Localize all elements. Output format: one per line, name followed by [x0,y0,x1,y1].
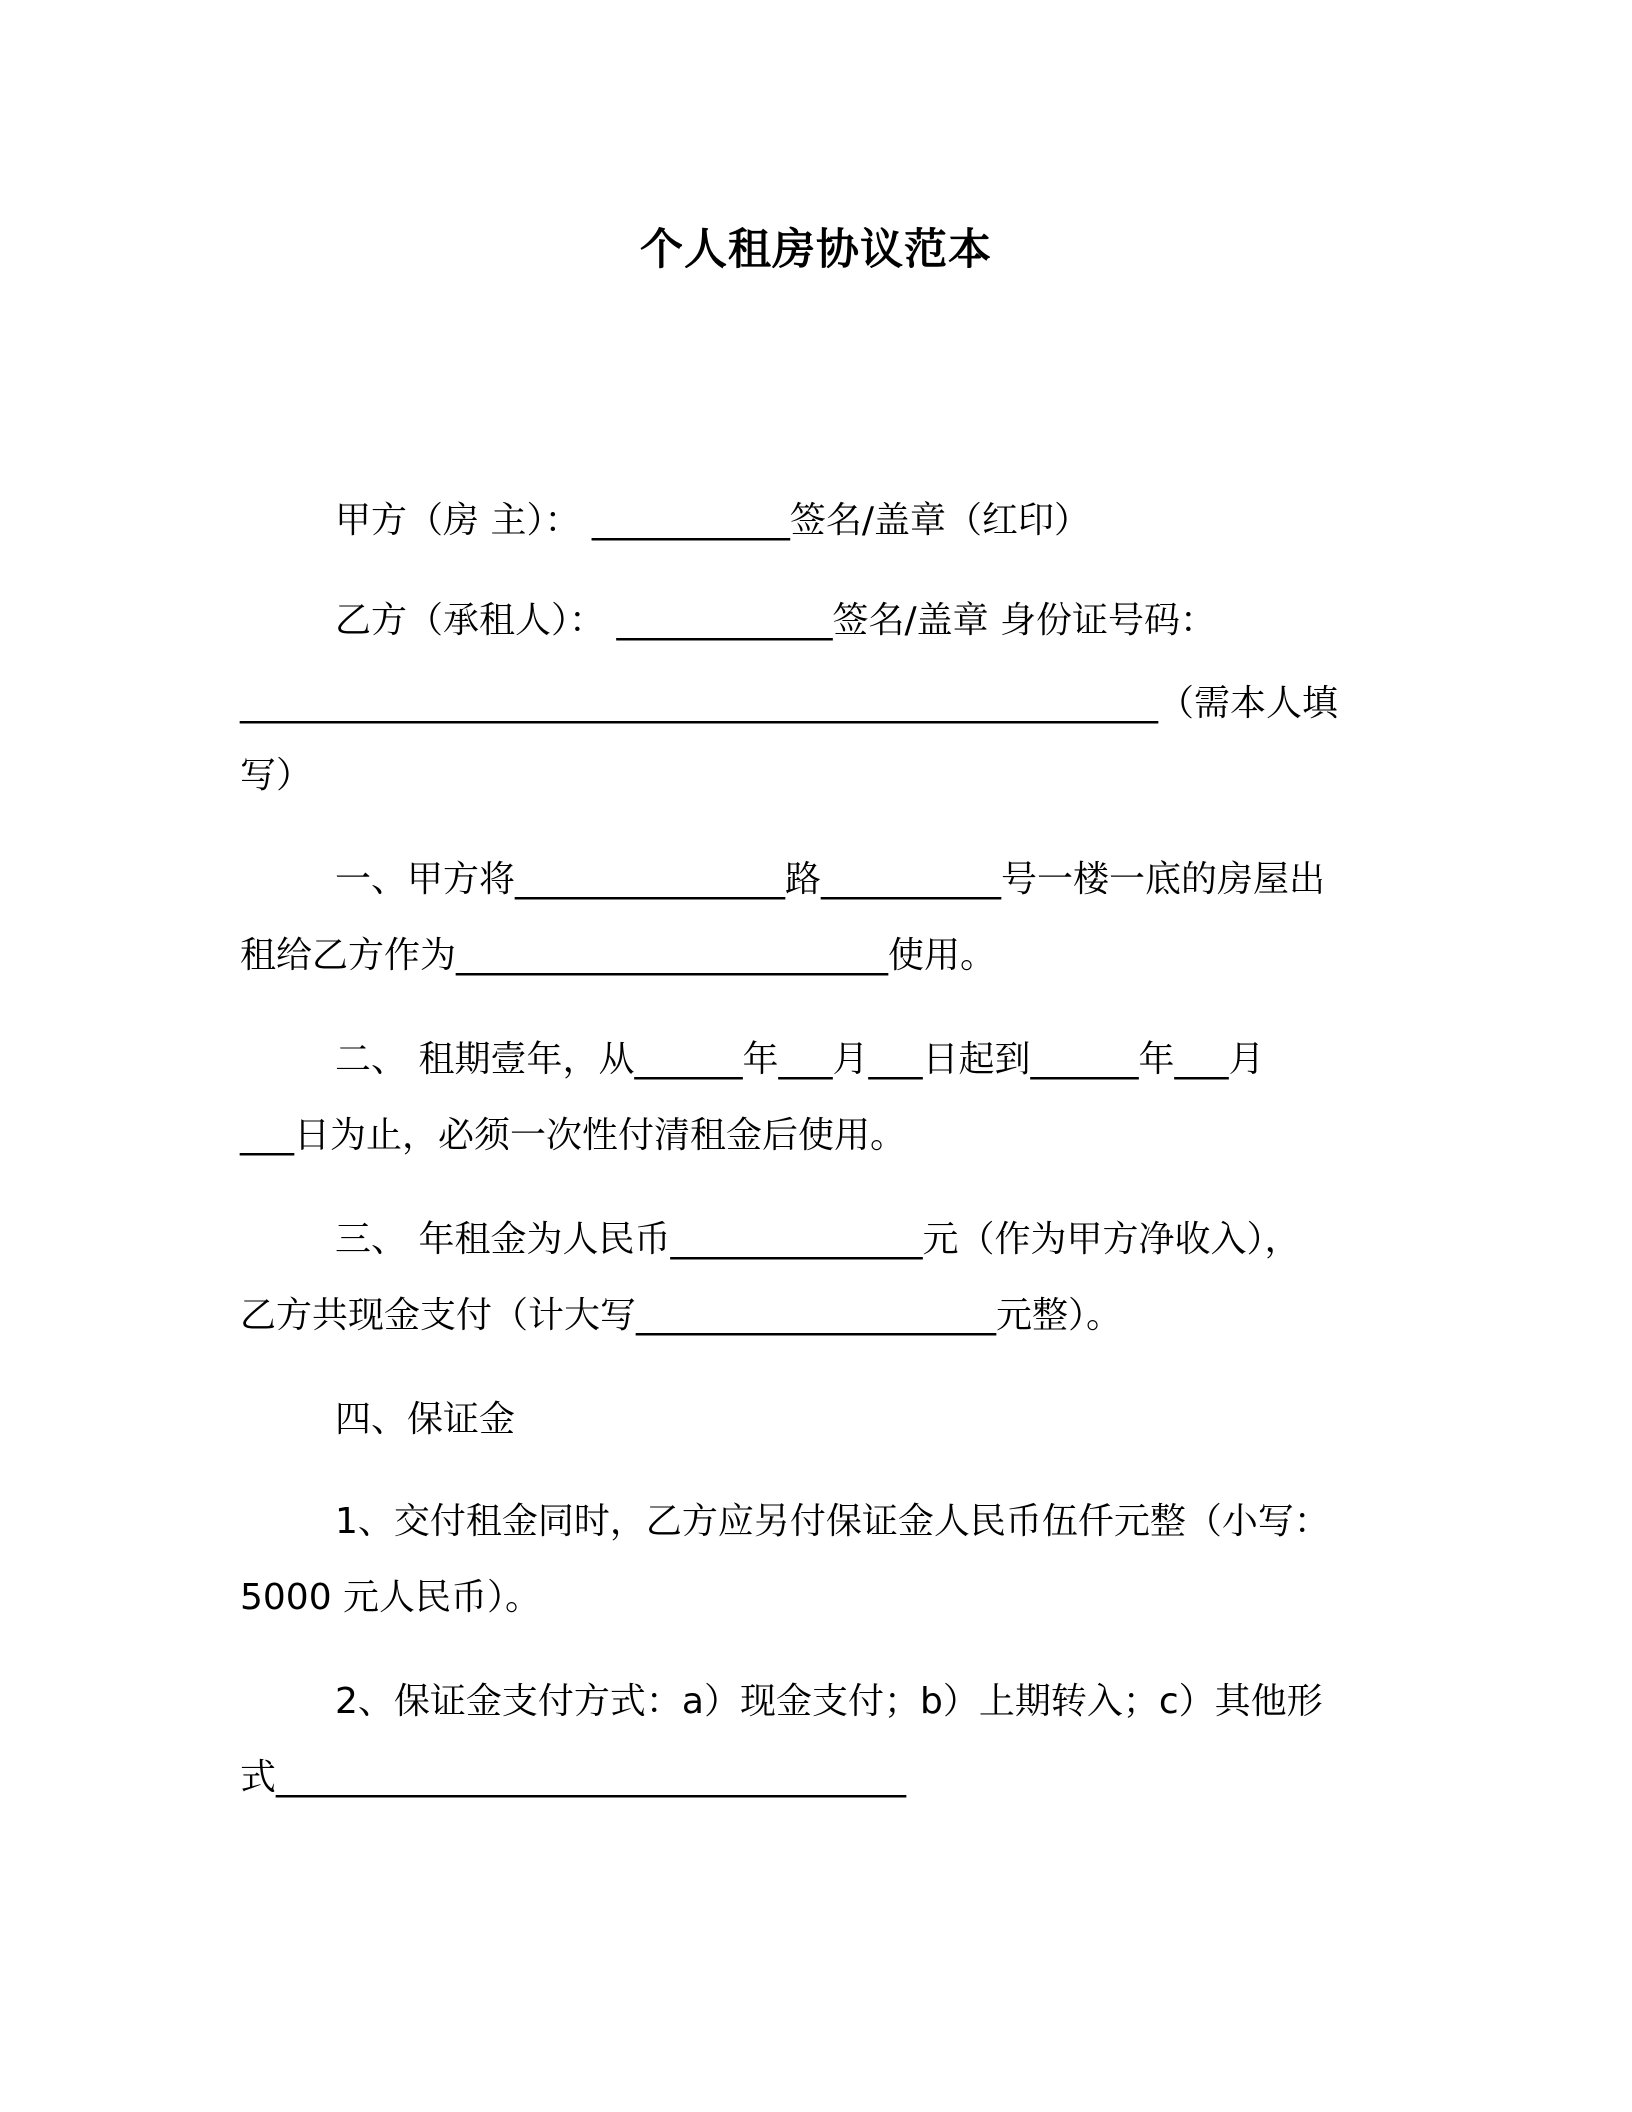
id-number-blank-line: ___________________________________________________（需本人填 [240,683,1339,724]
clause-4-item-1-line-1: 1、交付租金同时，乙方应另付保证金人民币伍仟元整（小写： [335,1501,1330,1542]
id-number-note-line: 写） [240,755,313,796]
clause-4-item-2-line-1: 2、保证金支付方式：a）现金支付；b）上期转入；c）其他形 [335,1681,1323,1722]
clause-2-line-1: 二、 租期壹年，从______年___月___日起到______年___月 [335,1039,1265,1080]
clause-4-heading: 四、保证金 [335,1399,516,1440]
clause-3-line-1: 三、 年租金为人民币______________元（作为甲方净收入）， [335,1219,1301,1260]
clause-2-line-2: ___日为止，必须一次性付清租金后使用。 [240,1115,907,1156]
party-b-line: 乙方（承租人）： ____________签名/盖章 身份证号码： [335,600,1217,641]
party-a-line: 甲方（房 主）： ___________签名/盖章（红印） [335,500,1091,541]
clause-1-line-1: 一、甲方将_______________路__________号一楼一底的房屋出 [335,859,1326,900]
clause-4-item-1-line-2: 5000 元人民币）。 [240,1577,542,1618]
document-title: 个人租房协议范本 [640,225,992,275]
clause-1-line-2: 租给乙方作为________________________使用。 [240,935,997,976]
clause-3-line-2: 乙方共现金支付（计大写____________________元整）。 [240,1295,1123,1336]
clause-4-item-2-line-2: 式___________________________________ [240,1757,906,1798]
